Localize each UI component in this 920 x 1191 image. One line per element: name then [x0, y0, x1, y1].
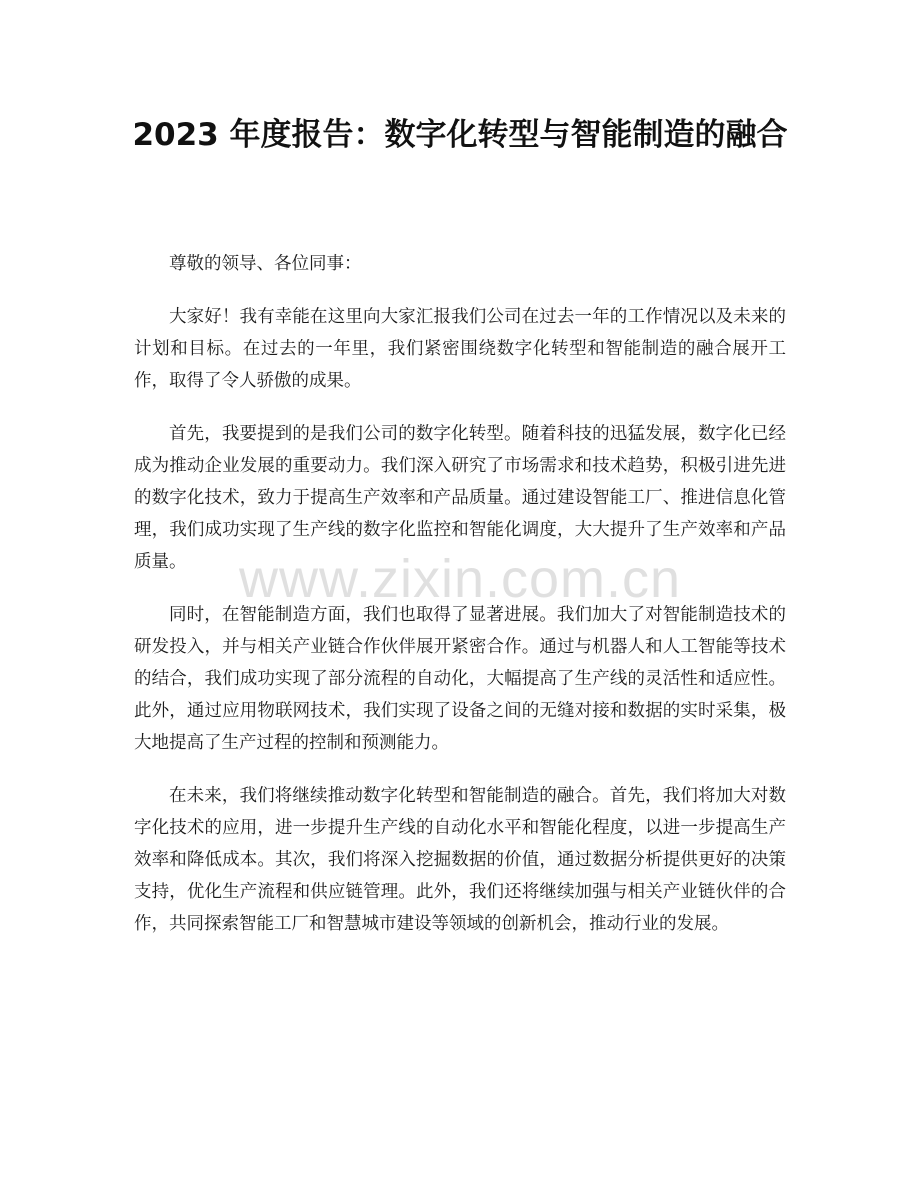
- document-body: [134, 248, 786, 961]
- intro-paragraph: 大家好！我有幸能在这里向大家汇报我们公司在过去一年的工作情况以及未来的计划和目标。在过去的一年里，我们紧密围绕数字化转型和智能制造的融合展开工作，取得了令人骄傲的成果。: [134, 307, 786, 391]
- smart-manufacturing-paragraph: 同时，在智能制造方面，我们也取得了显著进展。我们加大了对智能制造技术的研发投入，并与相关产业链合作伙伴展开紧密合作。通过与机器人和人工智能等技术的结合，我们成功实现了部分流程的自动化，大幅提高了生产线的灵活性和适应性。此外，通过应用物联网技术，我们实现了设备之间的无缝对接和数据的实时采集，极大地提高了生产过程的控制和预测能力。: [134, 605, 786, 753]
- future-plan-paragraph: 在未来，我们将继续推动数字化转型和智能制造的融合。首先，我们将加大对数字化技术的应用，进一步提升生产线的自动化水平和智能化程度，以进一步提高生产效率和降低成本。其次，我们将深入挖掘数据的价值，通过数据分析提供更好的决策支持，优化生产流程和供应链管理。此外，我们还将继续加强与相关产业链伙伴的合作，共同探索智能工厂和智慧城市建设等领域的创新机会，推动行业的发展。: [134, 786, 786, 934]
- digital-transformation-paragraph: 首先，我要提到的是我们公司的数字化转型。随着科技的迅猛发展，数字化已经成为推动企业发展的重要动力。我们深入研究了市场需求和技术趋势，积极引进先进的数字化技术，致力于提高生产效率和产品质量。通过建设智能工厂、推进信息化管理，我们成功实现了生产线的数字化监控和智能化调度，大大提升了生产效率和产品质量。: [134, 424, 786, 572]
- salutation-paragraph: 尊敬的领导、各位同事：: [169, 254, 362, 274]
- document-title: 2023 年度报告：数字化转型与智能制造的融合: [132, 117, 788, 153]
- watermark: www.zixin.com.cn: [238, 549, 682, 609]
